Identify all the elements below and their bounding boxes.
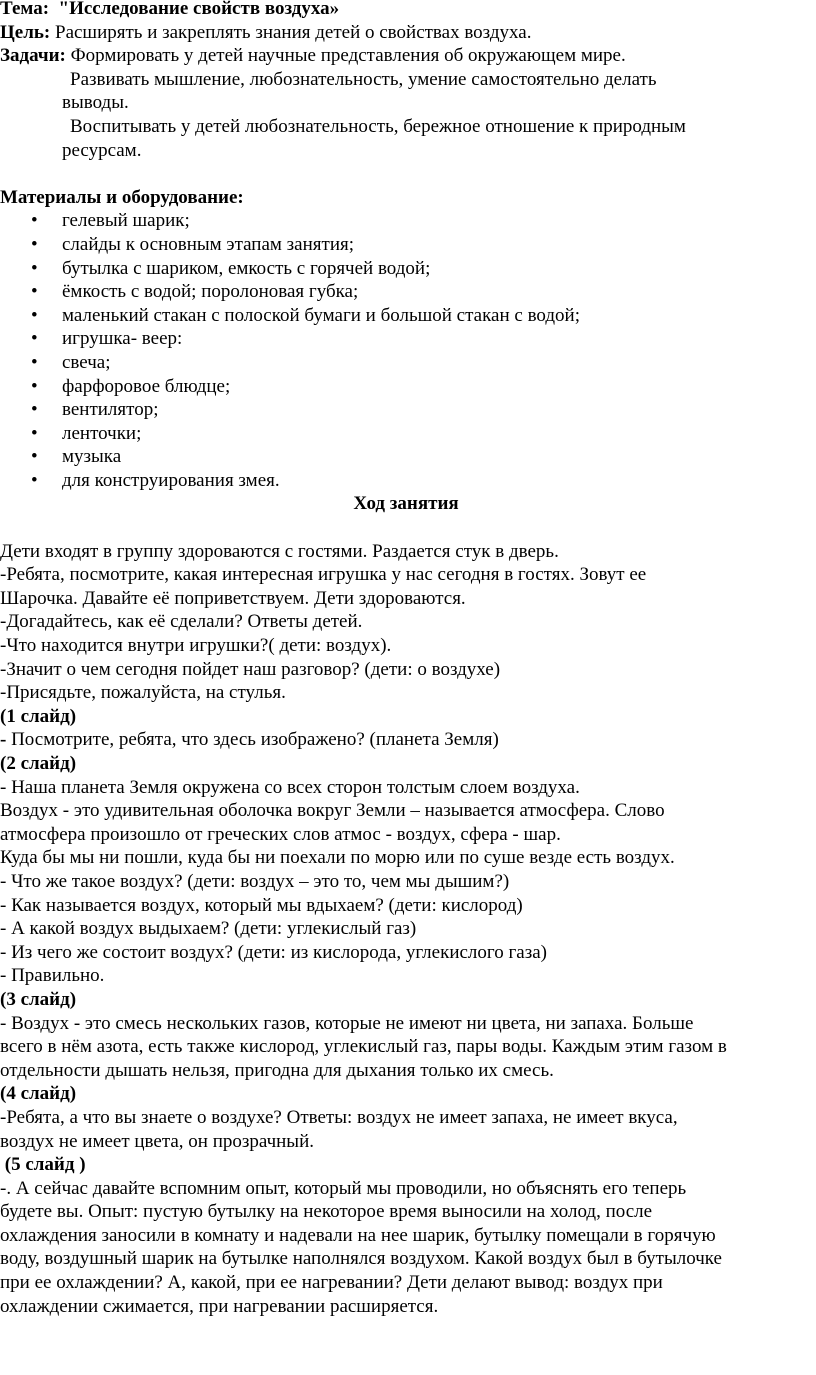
paragraph-line: -Догадайтесь, как её сделали? Ответы детей.	[0, 611, 363, 633]
paragraph-line: отдельности дышать нельзя, пригодна для дыхания только их смесь.	[0, 1059, 554, 1081]
list-item: • ёмкость с водой; поролоновая губка;	[0, 280, 812, 304]
goal-line	[0, 21, 812, 45]
paragraph-line: охлаждении сжимается, при нагревании расширяется.	[0, 1295, 439, 1317]
goal-value: Расширять и закреплять знания детей о свойствах воздуха.	[55, 21, 532, 43]
list-item: • ленточки;	[0, 422, 812, 446]
paragraph-line: Куда бы мы ни пошли, куда бы ни поехали по морю или по суше везде есть воздух.	[0, 847, 675, 869]
paragraph-line: Дети входят в группу здороваются с гостями. Раздается стук в дверь.	[0, 540, 559, 562]
paragraph-line: всего в нём азота, есть также кислород, углекислый газ, пары воды. Каждым этим газом в	[0, 1036, 727, 1058]
list-item: • свеча;	[0, 351, 812, 375]
spacer	[0, 516, 812, 540]
paragraph-line: Воздух - это удивительная оболочка вокруг Земли – называется атмосфера. Слово	[0, 800, 665, 822]
materials-list	[0, 209, 812, 492]
task-3: Воспитывать у детей любознательность, бережное отношение к природным	[70, 115, 686, 137]
slide-3-label: (3 слайд)	[0, 988, 77, 1010]
materials-heading: Материалы и оборудование:	[0, 186, 244, 208]
spacer	[0, 162, 812, 186]
paragraph-line: - А какой воздух выдыхаем? (дети: углекислый газ)	[0, 918, 417, 940]
paragraph-line: -Ребята, посмотрите, какая интересная игрушка у нас сегодня в гостях. Зовут ее	[0, 564, 647, 586]
goal-label: Цель:	[0, 21, 51, 43]
task-2: Развивать мышление, любознательность, умение самостоятельно делать	[70, 68, 657, 90]
slide-1-label: (1 слайд)	[0, 705, 77, 727]
list-item: • игрушка- веер:	[0, 327, 812, 351]
paragraph-line: -Значит о чем сегодня пойдет наш разговор? (дети: о воздухе)	[0, 658, 501, 680]
paragraph-line: - Воздух - это смесь нескольких газов, которые не имеют ни цвета, ни запаха. Больше	[0, 1012, 694, 1034]
paragraph-line: воду, воздушный шарик на бутылке наполнялся воздухом. Какой воздух был в бутылочке	[0, 1248, 722, 1270]
paragraph-line: атмосфера произошло от греческих слов атмос - воздух, сфера - шар.	[0, 823, 561, 845]
paragraph-line: - Что же такое воздух? (дети: воздух – это то, чем мы дышим?)	[0, 870, 510, 892]
paragraph-line: Шарочка. Давайте её поприветствуем. Дети здороваются.	[0, 587, 466, 609]
list-item: • слайды к основным этапам занятия;	[0, 233, 812, 257]
slide-1-text: Посмотрите, ребята, что здесь изображено? (планета Земля)	[6, 729, 499, 751]
topic-line	[0, 0, 812, 21]
paragraph-line: -Что находится внутри игрушки?( дети: воздух).	[0, 635, 392, 657]
paragraph-line: воздух не имеет цвета, он прозрачный.	[0, 1130, 314, 1152]
list-item: • маленький стакан с полоской бумаги и большой стакан с водой;	[0, 304, 812, 328]
lesson-heading: Ход занятия	[353, 493, 459, 515]
tasks-label: Задачи:	[0, 45, 66, 67]
list-item: • бутылка с шариком, емкость с горячей водой;	[0, 257, 812, 281]
paragraph-line: -. А сейчас давайте вспомним опыт, который мы проводили, но объяснять его теперь	[0, 1177, 687, 1199]
paragraph-line: -Ребята, а что вы знаете о воздухе? Ответы: воздух не имеет запаха, не имеет вкуса,	[0, 1106, 678, 1128]
slide-4-label: (4 слайд)	[0, 1083, 77, 1105]
task-2-cont: выводы.	[62, 92, 129, 114]
slide-5-label: (5 слайд )	[0, 1154, 86, 1176]
paragraph-line: - Из чего же состоит воздух? (дети: из кислорода, углекислого газа)	[0, 941, 547, 963]
paragraph-line: охлаждения заносили в комнату и надевали на нее шарик, бутылку помещали в горячую	[0, 1224, 716, 1246]
task-1: Формировать у детей научные представления об окружающем мире.	[70, 45, 626, 67]
paragraph-line: - Правильно.	[0, 965, 105, 987]
paragraph-line: - Наша планета Земля окружена со всех сторон толстым слоем воздуха.	[0, 776, 580, 798]
paragraph-line: -Присядьте, пожалуйста, на стулья.	[0, 682, 286, 704]
topic-label: Тема:	[0, 0, 50, 19]
paragraph-line: будете вы. Опыт: пустую бутылку на некоторое время выносили на холод, после	[0, 1201, 653, 1223]
task-3-cont: ресурсам.	[62, 139, 142, 161]
topic-value: "Исследование свойств воздуха»	[58, 0, 340, 19]
tasks-line	[0, 44, 812, 68]
list-item: • вентилятор;	[0, 398, 812, 422]
slide-1-dash: -	[0, 729, 7, 751]
list-item: • музыка	[0, 445, 812, 469]
list-item: • гелевый шарик;	[0, 209, 812, 233]
paragraph-line: при ее охлаждении? А, какой, при ее нагревании? Дети делают вывод: воздух при	[0, 1272, 663, 1294]
list-item: • для конструирования змея.	[0, 469, 812, 493]
list-item: • фарфоровое блюдце;	[0, 375, 812, 399]
slide-1-line	[0, 728, 812, 752]
slide-2-label: (2 слайд)	[0, 753, 77, 774]
paragraph-line: - Как называется воздух, который мы вдыхаем? (дети: кислород)	[0, 894, 523, 916]
